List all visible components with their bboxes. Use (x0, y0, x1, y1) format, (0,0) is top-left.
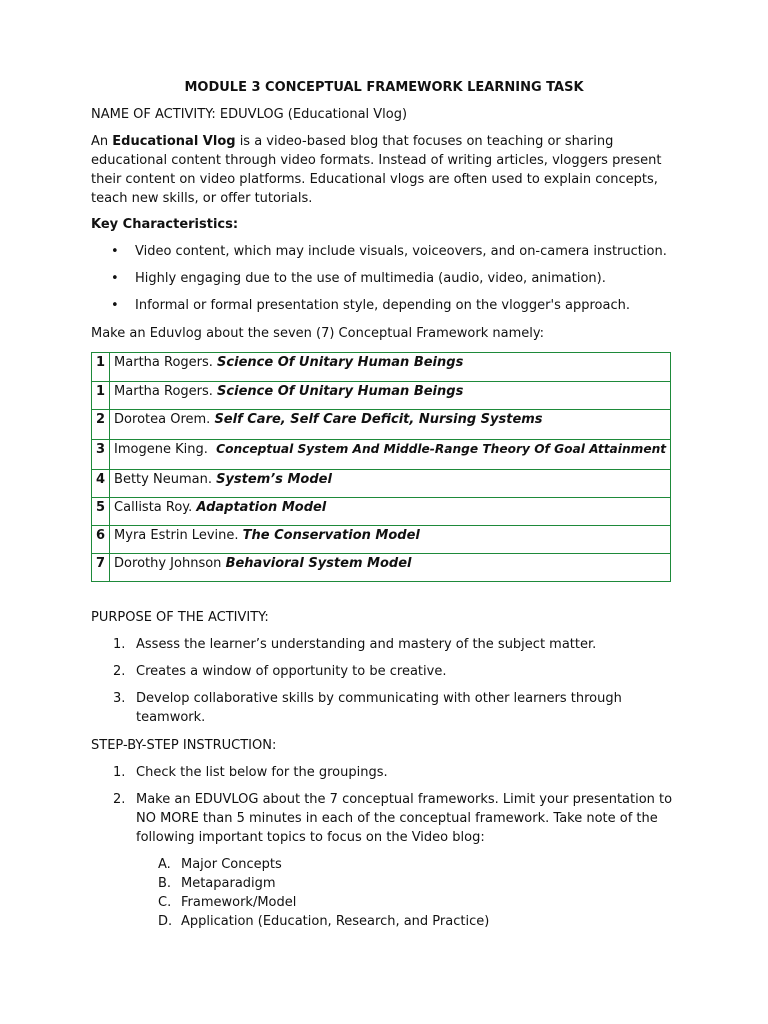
list-item (91, 269, 691, 288)
activity-name: NAME OF ACTIVITY: EDUVLOG (Educational Vlog) (91, 107, 408, 122)
key-characteristics-list (91, 242, 691, 323)
list-item (113, 689, 636, 727)
purpose-list (113, 635, 673, 735)
bullet-icon: • (111, 244, 119, 259)
theory-name: The Conservation Model (242, 528, 420, 543)
theory-name: Behavioral System Model (225, 556, 412, 571)
list-item-text: Highly engaging due to the use of multimedia (audio, video, animation). (135, 271, 606, 286)
row-number: 6 (92, 526, 110, 554)
page-title: MODULE 3 CONCEPTUAL FRAMEWORK LEARNING TASK (184, 80, 584, 95)
theory-name: Science Of Unitary Human Beings (217, 355, 464, 370)
theorist-name: Dorotea Orem. (114, 412, 215, 427)
list-item (113, 790, 676, 847)
list-item (158, 855, 658, 874)
instruction-line: Make an Eduvlog about the seven (7) Conceptual Framework namely: (91, 326, 544, 341)
list-item-text: Metaparadigm (181, 876, 276, 891)
row-number: 4 (92, 470, 110, 498)
framework-cell (110, 382, 671, 410)
table-row (92, 526, 671, 554)
bullet-icon: • (111, 271, 119, 286)
theorist-name: Myra Estrin Levine. (114, 528, 243, 543)
framework-cell (110, 554, 671, 582)
theorist-name: Imogene King. (114, 442, 217, 457)
list-letter: C. (158, 895, 172, 910)
list-item (113, 635, 673, 654)
list-item-text: Application (Education, Research, and Practice) (181, 914, 490, 929)
row-number: 2 (92, 410, 110, 440)
table-row (92, 498, 671, 526)
theory-name: Self Care, Self Care Deficit, Nursing Systems (214, 412, 543, 427)
framework-cell (110, 526, 671, 554)
list-number: 3. (113, 691, 126, 706)
key-characteristics-heading: Key Characteristics: (91, 217, 239, 232)
topics-list (158, 855, 658, 931)
theorist-name: Betty Neuman. (114, 472, 217, 487)
list-letter: D. (158, 914, 173, 929)
list-item (158, 874, 658, 893)
list-number: 2. (113, 792, 126, 807)
list-item (158, 893, 658, 912)
frameworks-table (91, 352, 671, 582)
row-number: 1 (92, 353, 110, 382)
theorist-name: Dorothy Johnson (114, 556, 226, 571)
steps-heading: STEP-BY-STEP INSTRUCTION: (91, 738, 277, 753)
row-number: 7 (92, 554, 110, 582)
list-item (91, 296, 691, 315)
list-letter: B. (158, 876, 172, 891)
framework-cell (110, 440, 671, 470)
row-number: 5 (92, 498, 110, 526)
list-item-text: Check the list below for the groupings. (136, 765, 388, 780)
purpose-heading: PURPOSE OF THE ACTIVITY: (91, 610, 269, 625)
list-item-text: Develop collaborative skills by communicating with other learners through teamwork. (136, 691, 622, 725)
intro-text: is a video-based blog that focuses on teaching or sharing educational content through video formats. Instead of writing articles, vloggers present their content on video platforms. Educational vlogs are often used to explain concepts, teach new skills, or offer tutorials. (91, 134, 662, 206)
bullet-icon: • (111, 298, 119, 313)
list-number: 1. (113, 765, 126, 780)
steps-list (113, 763, 673, 855)
list-item-text: Make an EDUVLOG about the 7 conceptual frameworks. Limit your presentation to NO MORE than 5 minutes in each of the conceptual framework. Take note of the following important topics to focus on the Video blog: (136, 792, 673, 845)
theory-name: Adaptation Model (196, 500, 327, 515)
table-row (92, 353, 671, 382)
theory-name: Science Of Unitary Human Beings (217, 384, 464, 399)
list-item (158, 912, 658, 931)
list-number: 2. (113, 664, 126, 679)
list-item-text: Assess the learner’s understanding and mastery of the subject matter. (136, 637, 597, 652)
table-row (92, 382, 671, 410)
framework-cell (110, 470, 671, 498)
framework-cell (110, 498, 671, 526)
list-number: 1. (113, 637, 126, 652)
theory-name: Conceptual System And Middle-Range Theory Of Goal Attainment (216, 442, 667, 456)
theorist-name: Callista Roy. (114, 500, 197, 515)
list-item (113, 763, 673, 782)
row-number: 1 (92, 382, 110, 410)
list-item (113, 662, 673, 681)
theorist-name: Martha Rogers. (114, 384, 218, 399)
intro-bold-term: Educational Vlog (112, 134, 236, 149)
table-row (92, 440, 671, 470)
framework-cell (110, 410, 671, 440)
table-row (92, 410, 671, 440)
list-item (91, 242, 691, 261)
list-letter: A. (158, 857, 171, 872)
table-row (92, 470, 671, 498)
theorist-name: Martha Rogers. (114, 355, 218, 370)
row-number: 3 (92, 440, 110, 470)
list-item-text: Creates a window of opportunity to be creative. (136, 664, 447, 679)
list-item-text: Video content, which may include visuals, voiceovers, and on-camera instruction. (135, 244, 667, 259)
theory-name: System’s Model (216, 472, 332, 487)
intro-paragraph (91, 132, 691, 208)
framework-cell (110, 353, 671, 382)
table-row (92, 554, 671, 582)
list-item-text: Informal or formal presentation style, depending on the vlogger's approach. (135, 298, 630, 313)
intro-prefix: An (91, 134, 113, 149)
list-item-text: Major Concepts (181, 857, 282, 872)
list-item-text: Framework/Model (181, 895, 297, 910)
